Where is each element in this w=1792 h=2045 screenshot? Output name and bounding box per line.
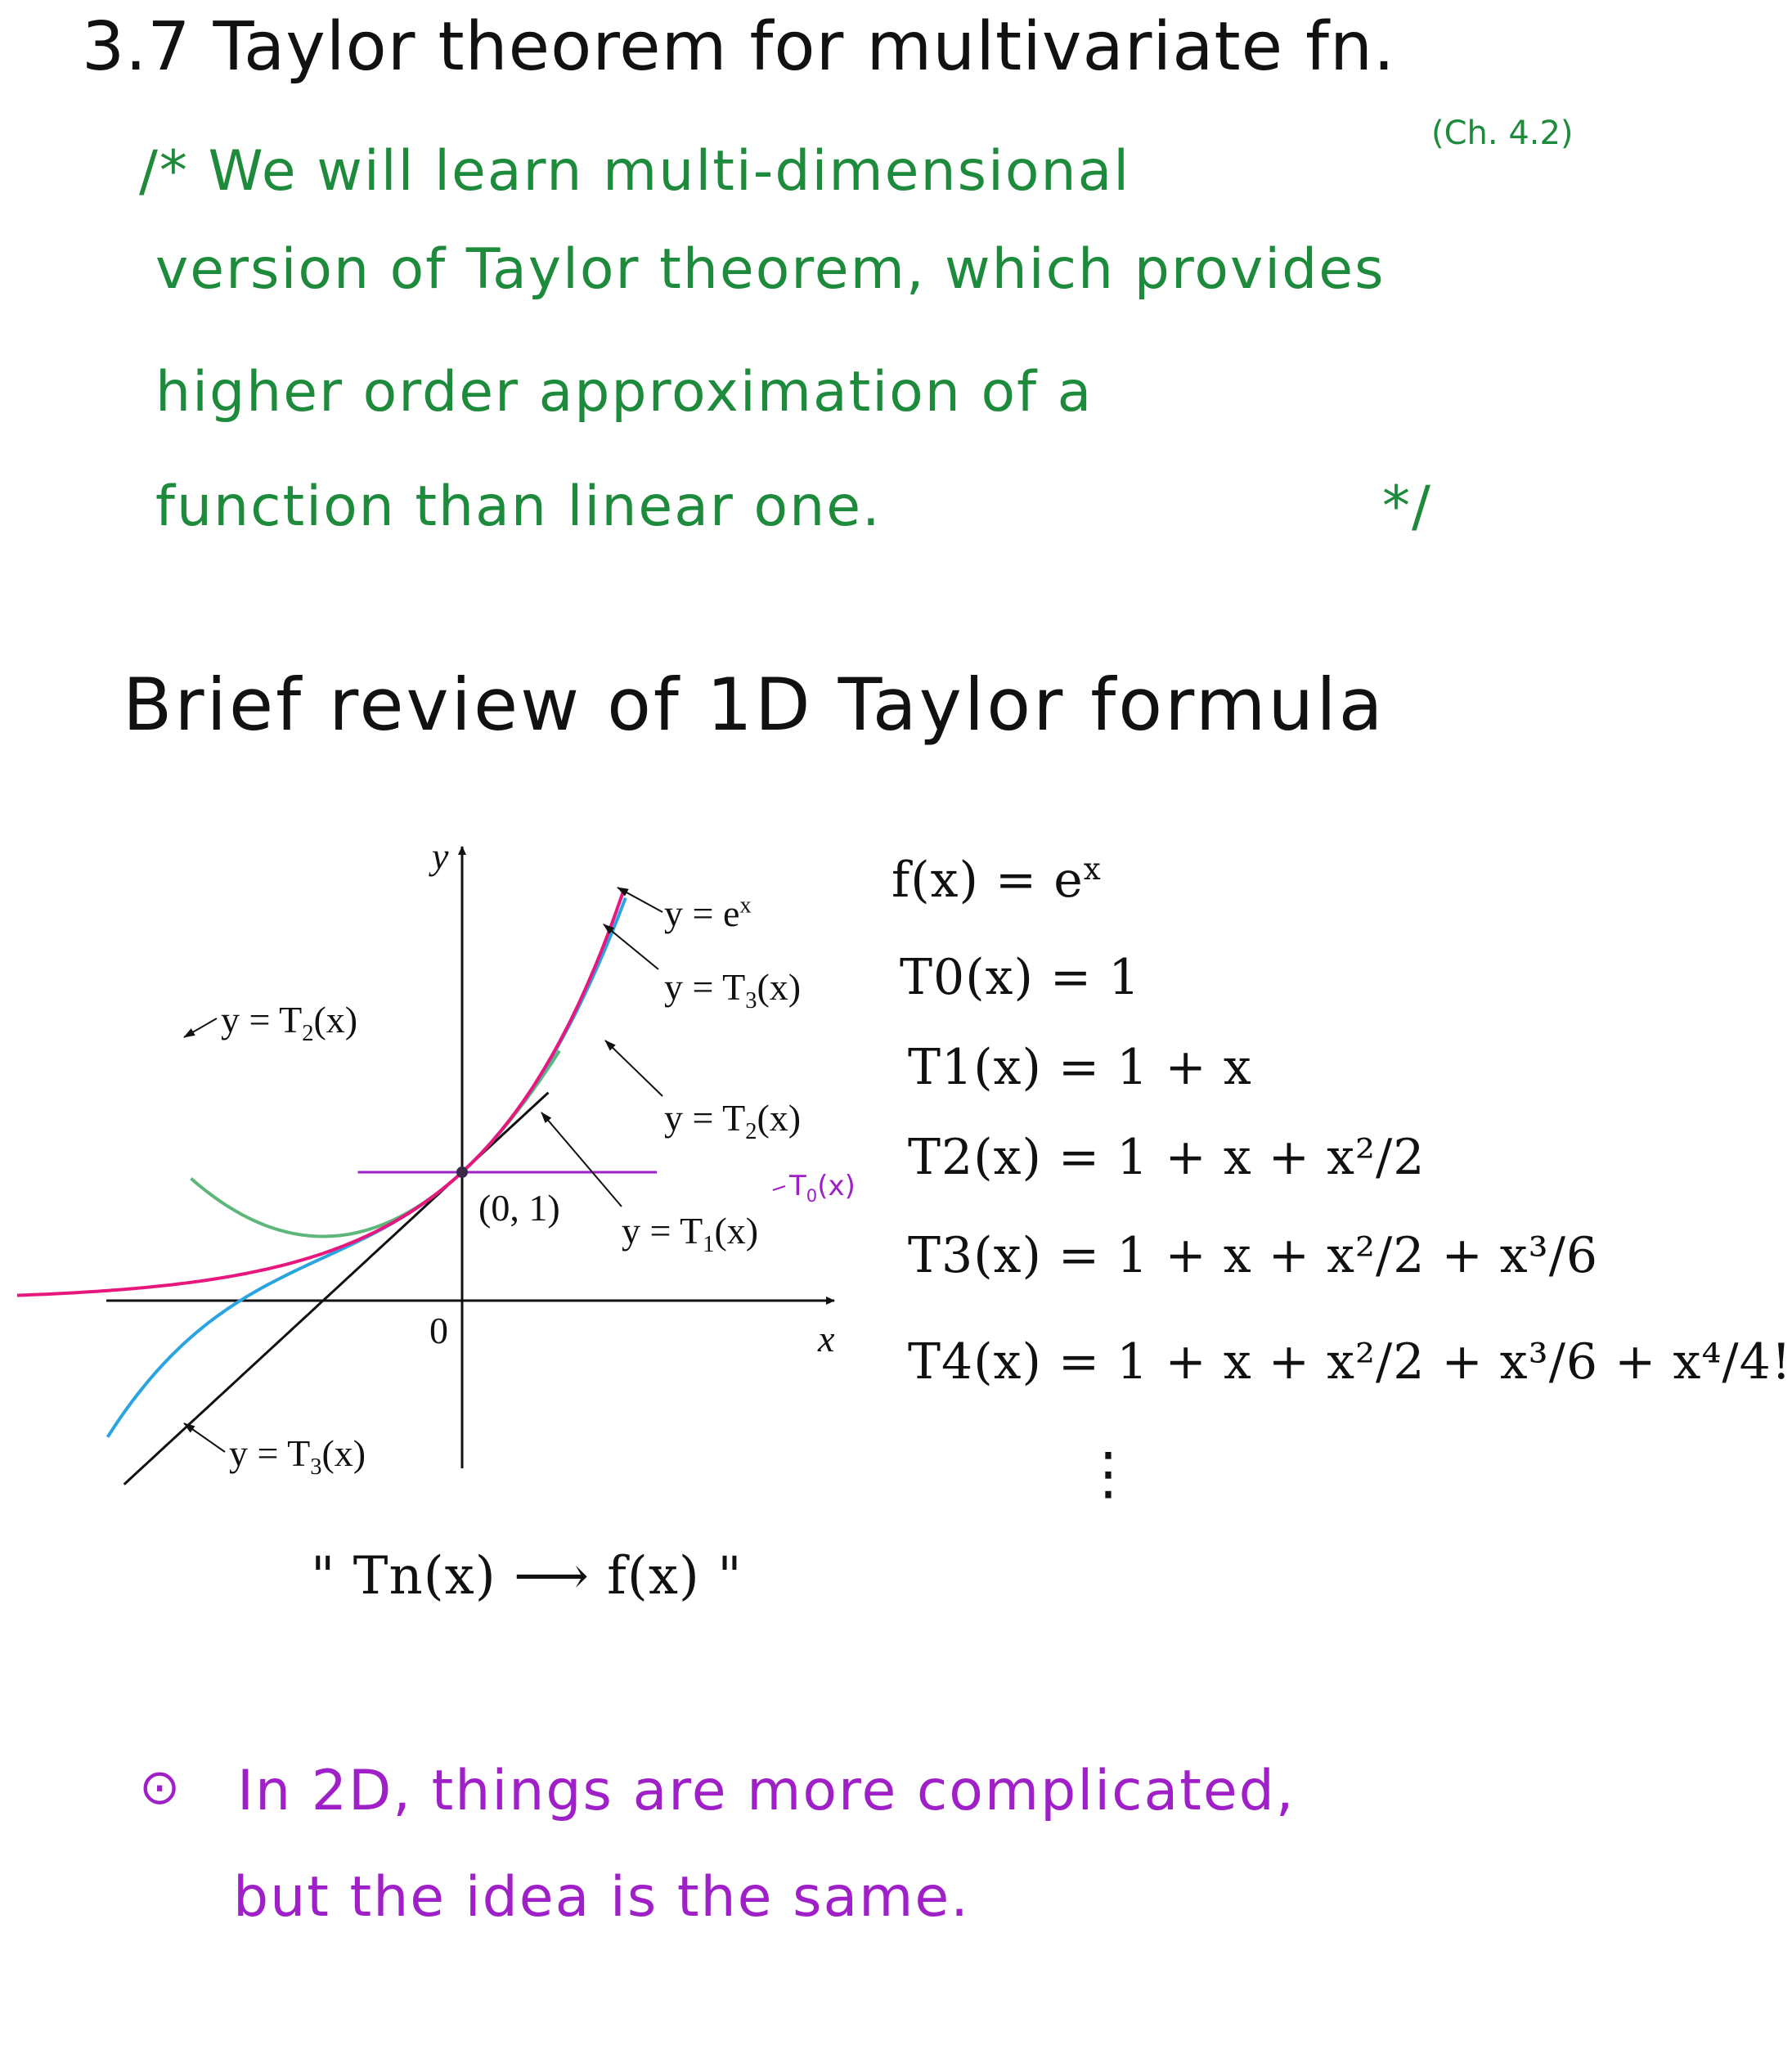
note-line: /* We will learn multi-dimensional [139,139,1131,204]
footer-line-1: In 2D, things are more complicated, [237,1759,1296,1823]
leader-t2-left [184,1018,217,1037]
origin-label: 0 [429,1310,448,1351]
axis-x-label: x [818,1318,835,1360]
label-t1: $y = T_1(x)$ [622,1210,759,1258]
footer-line-2: but the idea is the same. [233,1865,970,1930]
label-exp: $y = e^x$ [664,892,752,934]
note-close: */ [1382,474,1432,539]
page-title: 3.7 Taylor theorem for multivariate fn. [82,8,1396,86]
eq-f-base: f(x) = e [892,852,1084,909]
eq-t0: T0(x) = 1 [900,949,1141,1006]
label-t2-subscript: 2 [745,1119,757,1145]
chapter-reference: (Ch. 4.2) [1431,115,1574,152]
label-t3-subscript: 3 [745,988,757,1014]
eq-f [892,851,1102,909]
note-line: version of Taylor theorem, which provides [155,237,1386,302]
label-t0-subscript: 0 [806,1184,818,1206]
label-t2-left-subscript: 2 [302,1021,314,1047]
eq-dots: ⋮ [1080,1440,1137,1507]
leader-t3-left [184,1423,225,1452]
point-label: (0, 1) [478,1187,560,1229]
leader-t0 [773,1186,785,1190]
limit-statement: " Tn(x) ⟶ f(x) " [311,1546,743,1607]
footer-bullet: ⊙ [139,1759,181,1816]
leader-t3-right [604,924,658,969]
label-t3-left: $y = T_3(x)$ [229,1432,366,1481]
eq-f-exponent: x [1083,851,1102,887]
leader-t2-right [605,1040,662,1096]
label-t1-subscript: 1 [703,1232,715,1258]
eq-t4: T4(x) = 1 + x + x²/2 + x³/6 + x⁴/4! [908,1333,1792,1391]
eq-t2: T2(x) = 1 + x + x²/2 [908,1129,1426,1186]
eq-t1: T1(x) = 1 + x [908,1039,1252,1096]
note-line: higher order approximation of a [155,360,1094,425]
axis-y-label: y [432,835,449,877]
label-t3-left-subscript: 3 [310,1454,322,1481]
label-t2-left: $y = T_2(x)$ [221,999,358,1047]
curve-t3 [108,898,626,1437]
tangent-point [456,1166,468,1178]
label-t2-right: $y = T_2(x)$ [664,1097,802,1145]
section-title: Brief review of 1D Taylor formula [123,663,1386,747]
label-exp-superscript: x [739,892,752,919]
label-t0: $T_0(x)$ [789,1170,856,1206]
eq-t3: T3(x) = 1 + x + x²/2 + x³/6 [908,1227,1599,1284]
note-line: function than linear one. [155,474,882,539]
label-t3-right: $y = T_3(x)$ [664,966,802,1014]
